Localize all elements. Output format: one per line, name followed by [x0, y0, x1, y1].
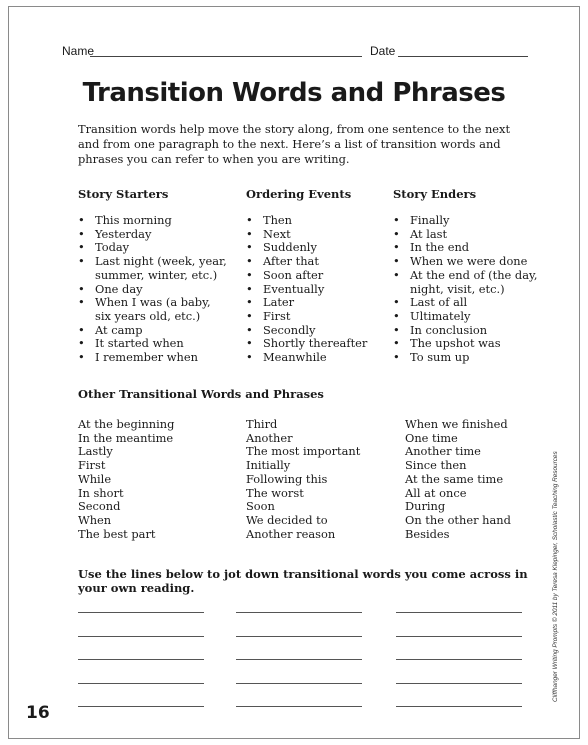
transition-item: First: [78, 458, 106, 473]
story-starter-item: • Yesterday: [78, 228, 228, 242]
transition-item: All at once: [405, 485, 467, 500]
writing-line[interactable]: [78, 706, 204, 707]
story-enders-heading: Story Enders: [393, 187, 477, 201]
story-ender-item: • To sum up: [393, 351, 538, 365]
ordering-event-item: • Then: [246, 214, 376, 228]
story-starter-item: • It started when: [78, 337, 228, 351]
ordering-event-item: • Eventually: [246, 283, 376, 297]
story-starter-item: • One day: [78, 283, 228, 297]
transition-item: At the beginning: [78, 417, 175, 431]
ordering-event-item: • After that: [246, 255, 376, 269]
transition-item: Initially: [246, 458, 291, 473]
copyright-credit: Cliffhanger Writing Prompts © 2011 by Teresa Klepinger, Scholastic Teaching Resources: [552, 451, 559, 702]
transition-item: Lastly: [78, 444, 113, 459]
story-ender-item: • In the end: [393, 241, 538, 255]
ordering-event-item: • Secondly: [246, 324, 376, 338]
name-line: [90, 56, 362, 57]
other-transitions-column-1: [78, 418, 238, 541]
transition-item: Another: [246, 430, 293, 445]
name-label: Name: [62, 44, 95, 58]
writing-line[interactable]: [236, 683, 362, 684]
ordering-event-item: • Suddenly: [246, 241, 376, 255]
story-ender-item: • Finally: [393, 214, 538, 228]
transition-item: During: [405, 499, 446, 514]
story-starter-item: • Today: [78, 241, 228, 255]
page-title: Transition Words and Phrases: [82, 78, 506, 108]
transition-item: Second: [78, 499, 121, 514]
writing-line[interactable]: [396, 612, 522, 613]
story-starter-item: • At camp: [78, 324, 228, 338]
ordering-events-heading: Ordering Events: [246, 187, 352, 201]
writing-line[interactable]: [396, 636, 522, 637]
name-date-row: [62, 44, 528, 60]
ordering-event-item: • Soon after: [246, 269, 376, 283]
other-transitions-column-3: [405, 418, 545, 541]
ordering-event-item: • Later: [246, 296, 376, 310]
transition-item: Since then: [405, 458, 467, 473]
ordering-event-item: • Next: [246, 228, 376, 242]
transition-item: In the meantime: [78, 430, 174, 445]
writing-line[interactable]: [236, 659, 362, 660]
story-starter-item: • When I was (a baby, six years old, etc.): [78, 296, 228, 323]
story-ender-item: • Last of all: [393, 296, 538, 310]
transition-item: Following this: [246, 471, 328, 486]
ordering-events-list: [246, 214, 376, 365]
transition-item: When we finished: [405, 417, 508, 431]
ordering-event-item: • Meanwhile: [246, 351, 376, 365]
writing-instruction: Use the lines below to jot down transitional words you come across in your own reading.: [78, 567, 528, 595]
writing-line[interactable]: [236, 612, 362, 613]
transition-item: Another reason: [246, 526, 336, 541]
story-starters-list: [78, 214, 228, 365]
transition-item: Soon: [246, 499, 275, 514]
transition-item: The worst: [246, 485, 304, 500]
writing-line[interactable]: [78, 683, 204, 684]
story-ender-item: • At the end of (the day, night, visit, etc.): [393, 269, 538, 296]
other-transitions-heading: Other Transitional Words and Phrases: [78, 387, 324, 401]
transition-item: At the same time: [405, 471, 504, 486]
transition-item: When: [78, 512, 112, 527]
writing-line[interactable]: [78, 636, 204, 637]
writing-line[interactable]: [396, 706, 522, 707]
transition-item: In short: [78, 485, 124, 500]
writing-line[interactable]: [236, 706, 362, 707]
writing-lines: [78, 612, 522, 712]
writing-line[interactable]: [396, 683, 522, 684]
writing-line[interactable]: [78, 659, 204, 660]
story-ender-item: • The upshot was: [393, 337, 538, 351]
story-ender-item: • In conclusion: [393, 324, 538, 338]
ordering-event-item: • First: [246, 310, 376, 324]
intro-paragraph: Transition words help move the story along, from one sentence to the next and from one paragraph to the next. Here’s a list of transition words and phrases you can refer to when you are writing.: [78, 122, 511, 166]
story-ender-item: • Ultimately: [393, 310, 538, 324]
transition-item: One time: [405, 430, 458, 445]
story-ender-item: • When we were done: [393, 255, 538, 269]
other-transitions-column-2: [246, 418, 396, 541]
story-starter-item: • I remember when: [78, 351, 228, 365]
story-starter-item: • This morning: [78, 214, 228, 228]
page-number: 16: [26, 703, 50, 723]
date-line: [398, 56, 528, 57]
story-enders-list: [393, 214, 538, 365]
writing-line[interactable]: [396, 659, 522, 660]
date-label: Date: [370, 44, 396, 58]
writing-line[interactable]: [78, 612, 204, 613]
transition-item: The best part: [78, 526, 156, 541]
transition-item: We decided to: [246, 512, 328, 527]
transition-item: While: [78, 471, 112, 486]
story-starters-heading: Story Starters: [78, 187, 169, 201]
story-ender-item: • At last: [393, 228, 538, 242]
transition-item: On the other hand: [405, 512, 511, 527]
ordering-event-item: • Shortly thereafter: [246, 337, 376, 351]
transition-item: The most important: [246, 444, 361, 459]
transition-item: Besides: [405, 526, 450, 541]
writing-line[interactable]: [236, 636, 362, 637]
story-starter-item: • Last night (week, year, summer, winter, etc.): [78, 255, 228, 282]
transition-item: Another time: [405, 444, 481, 459]
transition-item: Third: [246, 417, 278, 431]
